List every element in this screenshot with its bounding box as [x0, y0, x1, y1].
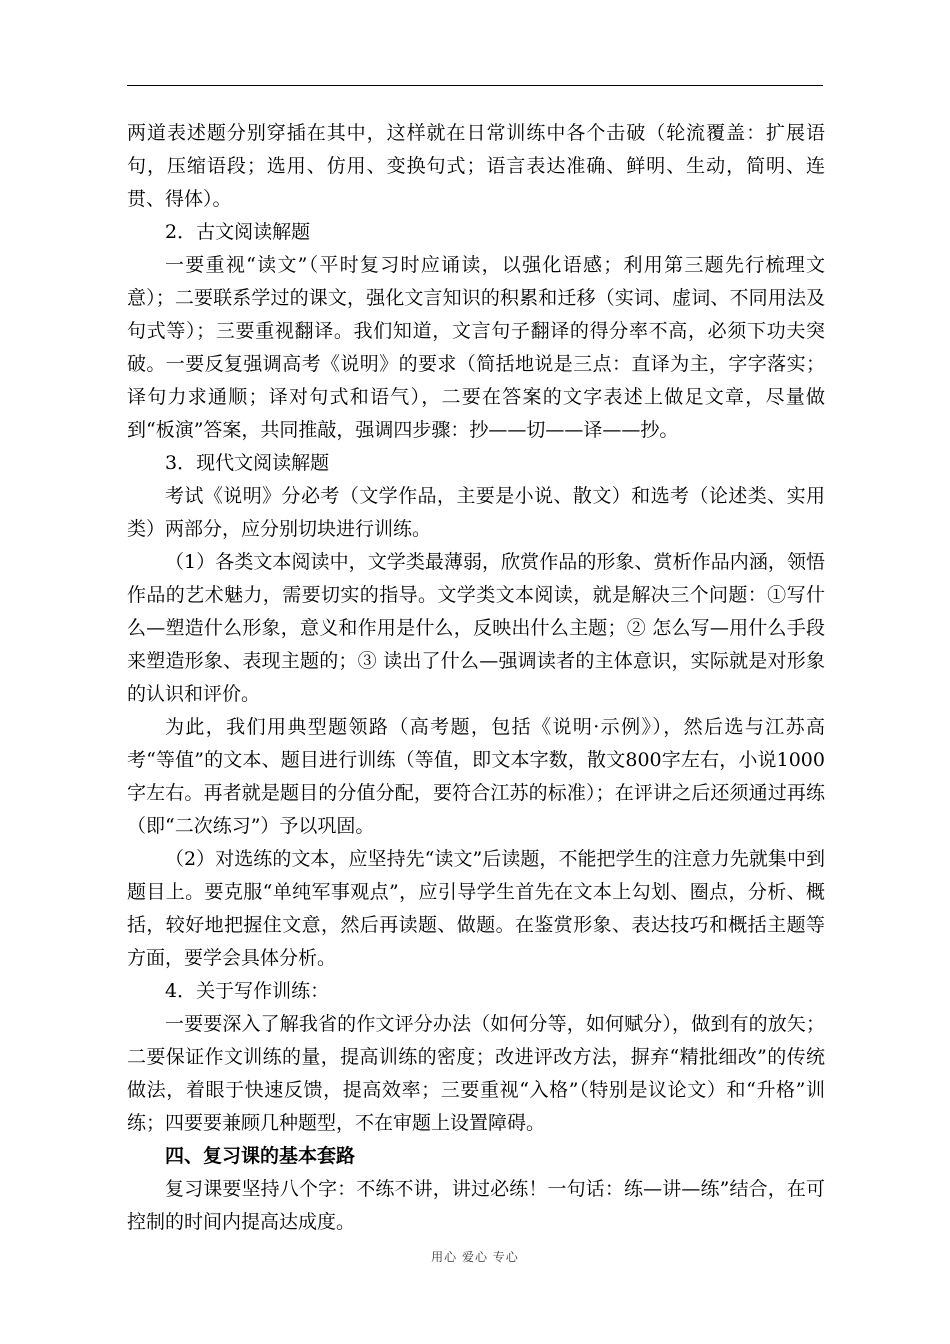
paragraph-classical-reading: 一要重视“读文”（平时复习时应诵读，以强化语感；利用第三题先行梳理文意）；二要联系学过的课文，强化文言知识的积累和迁移（实词、虚词、不同用法及句式等）；三要重视翻译。我们知道，文言句子翻译的得分率不高，必须下功夫突破。一要反复强调高考《说明》的要求（简括地说是三点：直译为主，字字落实；译句力求通顺；译对句式和语气），二要在答案的文字表述上做足文章，尽量做到“板演”答案，共同推敲，强调四步骤：抄——切——译——抄。 — [127, 254, 825, 441]
header-rule — [127, 85, 823, 86]
paragraph-writing: 一要要深入了解我省的作文评分办法（如何分等，如何赋分），做到有的放矢；二要保证作文训练的量，提高训练的密度；改进评改方法，摒弃“精批细改”的传统做法，着眼于快速反馈，提高效率；三要重视“入格”（特别是议论文）和“升格”训练；四要要兼顾几种题型，不在审题上设置障碍。 — [127, 1013, 825, 1134]
paragraph-continued: 两道表述题分别穿插在其中，这样就在日常训练中各个击破（轮流覆盖：扩展语句，压缩语段；选用、仿用、变换句式；语言表达准确、鲜明、生动，简明、连贯、得体）。 — [127, 122, 825, 210]
section-title-classical-reading: 2．古文阅读解题 — [165, 221, 311, 243]
paragraph-modern-reading-intro: 考试《说明》分必考（文学作品，主要是小说、散文）和选考（论述类、实用类）两部分，应分别切块进行训练。 — [127, 485, 825, 540]
document-body — [127, 117, 825, 1239]
paragraph-modern-reading-1: （1）各类文本阅读中，文学类最薄弱，欣赏作品的形象、赏析作品内涵，领悟作品的艺术魅力，需要切实的指导。文学类文本阅读，就是解决三个问题：①写什么—塑造什么形象，意义和作用是什么，反映出什么主题；② 怎么写—用什么手段来塑造形象、表现主题的；③ 读出了什么—强调读者的主体意识，实际就是对形象的认识和评价。 — [127, 551, 825, 705]
section-title-writing: 4．关于写作训练： — [165, 980, 330, 1002]
paragraph-modern-reading-practice: 为此，我们用典型题领路（高考题，包括《说明·示例》），然后选与江苏高考“等值”的文本、题目进行训练（等值，即文本字数，散文800字左右，小说1000字左右。再者就是题目的分值分配，要符合江苏的标准）；在评讲之后还须通过再练（即“二次练习”）予以巩固。 — [127, 716, 825, 837]
section-title-modern-reading: 3．现代文阅读解题 — [165, 452, 330, 474]
page-footer: 用心 爱心 专心 — [431, 1250, 519, 1264]
section-heading-review-routine: 四、复习课的基本套路 — [165, 1145, 356, 1167]
paragraph-review-routine: 复习课要坚持八个字：不练不讲，讲过必练！一句话：练—讲—练”结合，在可控制的时间内提高达成度。 — [127, 1178, 825, 1233]
paragraph-modern-reading-2: （2）对选练的文本，应坚持先“读文”后读题，不能把学生的注意力先就集中到题目上。要克服“单纯军事观点”，应引导学生首先在文本上勾划、圈点，分析、概括，较好地把握住文意，然后再读题、做题。在鉴赏形象、表达技巧和概括主题等方面，要学会具体分析。 — [127, 848, 825, 969]
